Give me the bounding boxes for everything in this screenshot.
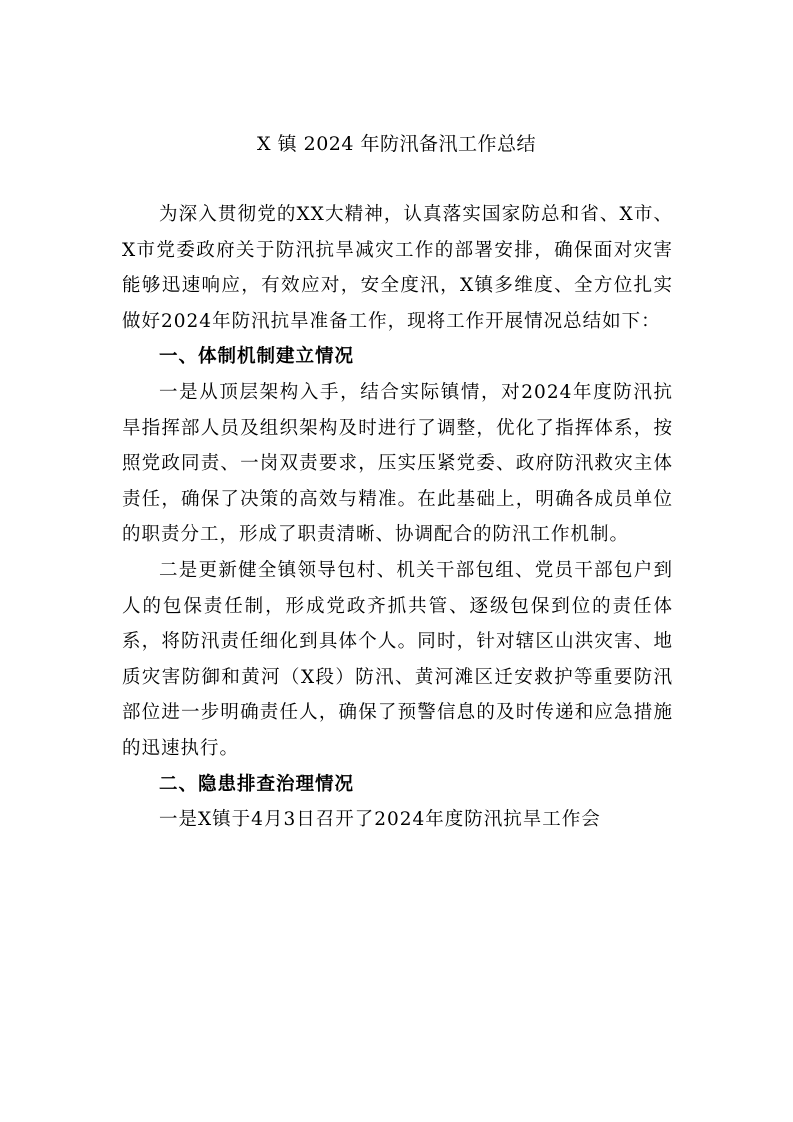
section-heading-1: 一、体制机制建立情况 [159,346,355,368]
document-body [122,197,673,838]
section1-paragraph-2: 二是更新健全镇领导包村、机关干部包组、党员干部包户到人的包保责任制，形成党政齐抓共管、逐级包保到位的责任体系，将防汛责任细化到具体个人。同时，针对辖区山洪灾害、地质灾害防御和黄河（X段）防汛、黄河滩区迁安救护等重要防汛部位进一步明确责任人，确保了预警信息的及时传递和应急措施的迅速执行。 [122,559,673,759]
intro-paragraph: 为深入贯彻党的XX大精神，认真落实国家防总和省、X市、X市党委政府关于防汛抗旱减灾工作的部署安排，确保面对灾害能够迅速响应，有效应对，安全度汛，X镇多维度、全方位扎实做好2024年防汛抗旱准备工作，现将工作开展情况总结如下： [122,204,673,332]
section1-paragraph-1: 一是从顶层架构入手，结合实际镇情，对2024年度防汛抗旱指挥部人员及组织架构及时进行了调整，优化了指挥体系，按照党政同责、一岗双责要求，压实压紧党委、政府防汛救灾主体责任，确保了决策的高效与精准。在此基础上，明确各成员单位的职责分工，形成了职责清晰、协调配合的防汛工作机制。 [122,381,673,546]
document-title: X 镇 2024 年防汛备汛工作总结 [257,133,536,155]
section-heading-2: 二、隐患排查治理情况 [159,773,355,795]
section2-paragraph-1: 一是X镇于4月3日召开了2024年度防汛抗旱工作会 [159,809,601,831]
